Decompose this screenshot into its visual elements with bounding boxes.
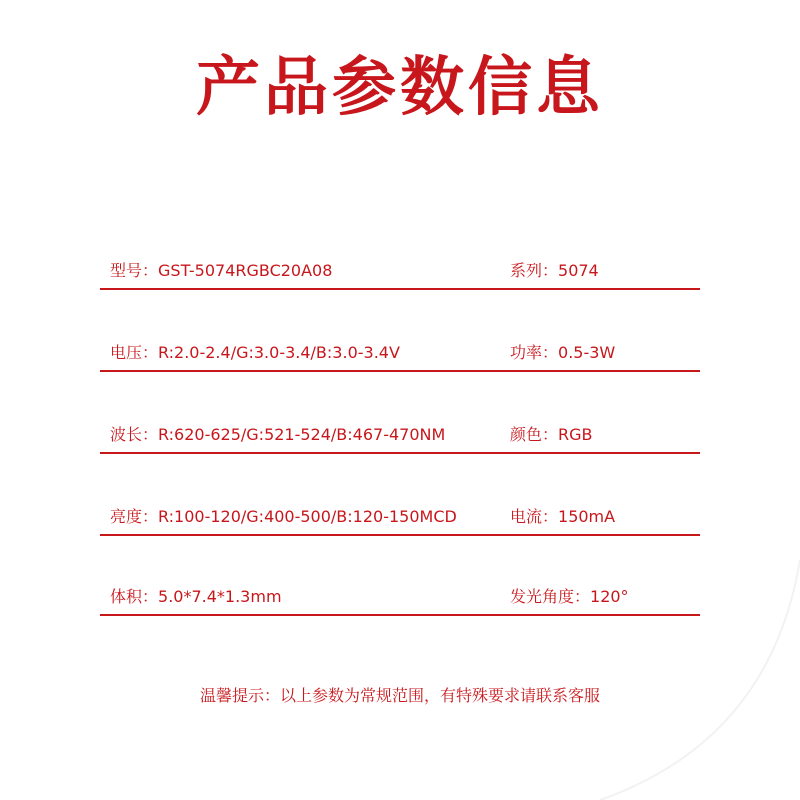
spec-power	[510, 342, 615, 364]
spec-row-wavelength	[100, 422, 700, 454]
spec-value: 120°	[590, 587, 629, 606]
spec-value: 150mA	[558, 507, 616, 526]
spec-value: RGB	[558, 425, 593, 444]
spec-wavelength	[110, 424, 445, 446]
spec-value: 0.5-3W	[558, 343, 616, 362]
spec-label: 颜色：	[510, 425, 559, 444]
spec-series	[510, 260, 599, 282]
spec-label: 系列：	[510, 261, 559, 280]
spec-row-voltage	[100, 340, 700, 372]
spec-label: 功率：	[510, 343, 559, 362]
spec-size	[110, 586, 282, 608]
spec-label: 电流：	[510, 507, 559, 526]
spec-row-size	[100, 584, 700, 616]
notice-text: 温馨提示：以上参数为常规范围，有特殊要求请联系客服	[199, 686, 600, 705]
spec-brightness	[110, 506, 457, 528]
spec-value: R:620-625/G:521-524/B:467-470NM	[158, 425, 446, 444]
spec-value: GST-5074RGBC20A08	[158, 261, 333, 280]
spec-label: 亮度：	[110, 507, 159, 526]
spec-value: R:100-120/G:400-500/B:120-150MCD	[158, 507, 457, 526]
spec-label: 电压：	[110, 343, 159, 362]
spec-value: 5.0*7.4*1.3mm	[158, 587, 282, 606]
spec-row-brightness	[100, 504, 700, 536]
page-title: 产品参数信息	[196, 51, 604, 125]
spec-model	[110, 260, 332, 282]
spec-label: 体积：	[110, 587, 159, 606]
spec-value: 5074	[558, 261, 599, 280]
spec-value: R:2.0-2.4/G:3.0-3.4/B:3.0-3.4V	[158, 343, 400, 362]
spec-voltage	[110, 342, 400, 364]
spec-row-model	[100, 258, 700, 290]
spec-label: 发光角度：	[510, 587, 591, 606]
spec-color	[510, 424, 593, 446]
spec-label: 波长：	[110, 425, 159, 444]
spec-current	[510, 506, 615, 528]
spec-beam-angle	[510, 586, 629, 608]
spec-label: 型号：	[110, 261, 159, 280]
